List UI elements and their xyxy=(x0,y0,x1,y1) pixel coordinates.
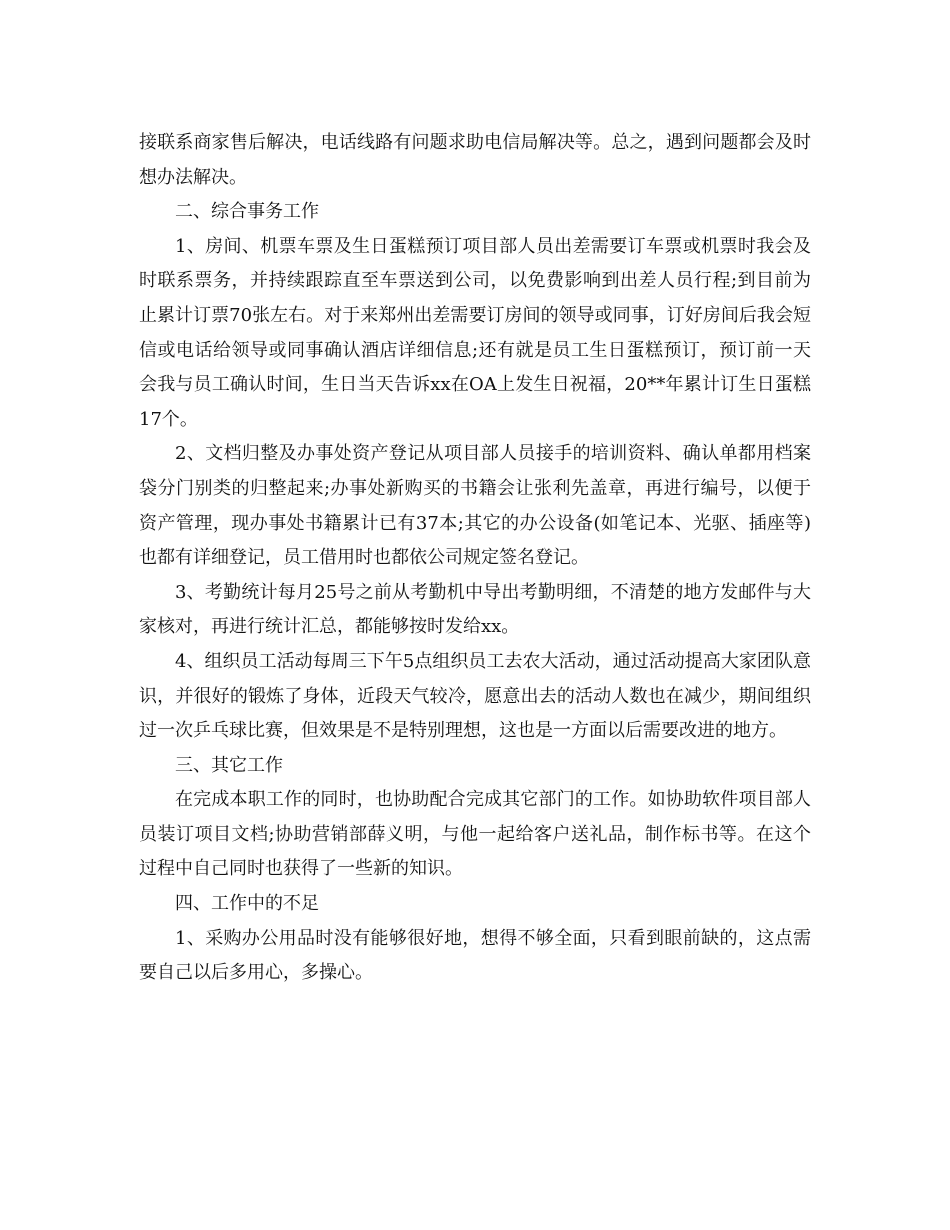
paragraph-attendance: 3、考勤统计每月25号之前从考勤机中导出考勤明细，不清楚的地方发邮件与大家核对，再进行统计汇总，都能够按时发给xx。 xyxy=(139,581,811,638)
section-heading-other-work: 三、其它工作 xyxy=(175,754,283,776)
paragraph-booking: 1、房间、机票车票及生日蛋糕预订项目部人员出差需要订车票或机票时我会及时联系票务，并持续跟踪直至车票送到公司，以免费影响到出差人员行程;到目前为止累计订票70张左右。对于来郑州出差需要订房间的领导或同事，订好房间后我会短信或电话给领导或同事确认酒店详细信息;还有就是员工生日蛋糕预订，预订前一天会我与员工确认时间，生日当天告诉xx在OA上发生日祝福，20**年累计订生日蛋糕17个。 xyxy=(139,235,811,430)
section-heading-general-affairs: 二、综合事务工作 xyxy=(175,201,319,223)
paragraph-archiving: 2、文档归整及办事处资产登记从项目部人员接手的培训资料、确认单都用档案袋分门别类的归整起来;办事处新购买的书籍会让张利先盖章，再进行编号，以便于资产管理，现办事处书籍累计已有37本;其它的办公设备(如笔记本、光驱、插座等)也都有详细登记，员工借用时也都依公司规定签名登记。 xyxy=(139,443,811,569)
paragraph-activities: 4、组织员工活动每周三下午5点组织员工去农大活动，通过活动提高大家团队意识，并很好的锻炼了身体，近段天气较冷，愿意出去的活动人数也在减少，期间组织过一次乒乓球比赛，但效果是不是特别理想，这也是一方面以后需要改进的地方。 xyxy=(139,650,811,742)
paragraph-shortcoming-1: 1、采购办公用品时没有能够很好地，想得不够全面，只看到眼前缺的，这点需要自己以后多用心，多操心。 xyxy=(139,927,811,984)
document-body xyxy=(139,126,811,991)
section-heading-shortcomings: 四、工作中的不足 xyxy=(175,893,319,915)
paragraph-continuation: 接联系商家售后解决，电话线路有问题求助电信局解决等。总之，遇到问题都会及时想办法解决。 xyxy=(139,132,811,188)
paragraph-other-work: 在完成本职工作的同时，也协助配合完成其它部门的工作。如协助软件项目部人员装订项目文档;协助营销部薛义明，与他一起给客户送礼品，制作标书等。在这个过程中自己同时也获得了一些新的知识。 xyxy=(139,789,811,880)
